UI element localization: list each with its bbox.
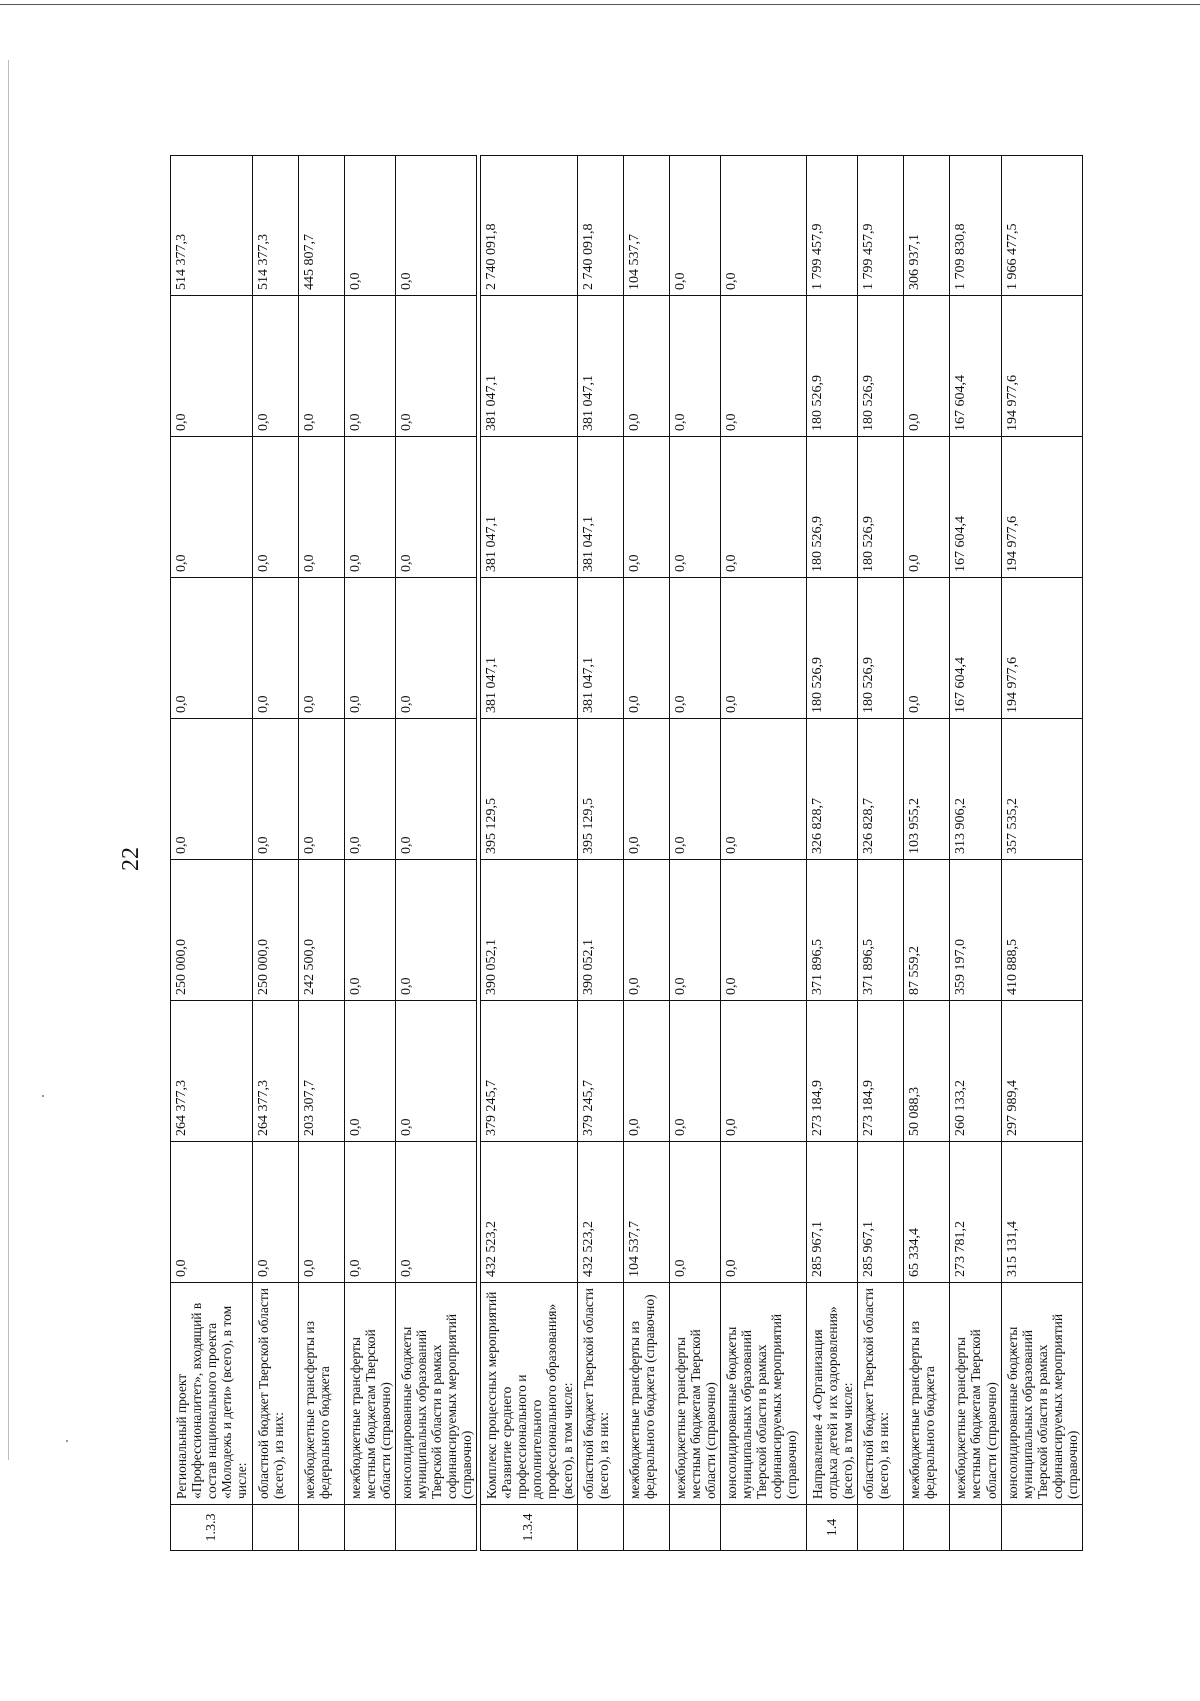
value-cell: 359 197,0 [950,860,1001,1001]
value-cell: 0,0 [171,1142,253,1283]
value-cell: 371 896,5 [858,860,904,1001]
value-cell: 313 906,2 [950,719,1001,860]
value-cell: 194 977,6 [1001,437,1083,578]
row-code [950,1505,1001,1551]
row-code [252,1505,298,1551]
value-cell: 0,0 [623,719,669,860]
value-cell: 273 781,2 [950,1142,1001,1283]
value-cell: 1 709 830,8 [950,156,1001,296]
value-cell: 0,0 [344,296,395,437]
row-code [577,1505,623,1551]
row-code [344,1505,395,1551]
value-cell: 0,0 [720,296,806,437]
value-cell: 242 500,0 [298,860,344,1001]
value-cell: 379 245,7 [481,1001,578,1142]
value-cell: 0,0 [298,719,344,860]
value-cell: 1 799 457,9 [806,156,857,296]
row-name: межбюджетные трансферты местным бюджетам Тверской области (справочно) [950,1283,1001,1505]
value-cell: 0,0 [395,719,477,860]
value-cell: 0,0 [252,437,298,578]
row-name: межбюджетные трансферты местным бюджетам Тверской области (справочно) [344,1283,395,1505]
value-cell: 264 377,3 [252,1001,298,1142]
value-cell: 381 047,1 [577,578,623,719]
value-cell: 0,0 [623,1001,669,1142]
row-name: областной бюджет Тверской области (всего), из них: [577,1283,623,1505]
value-cell: 194 977,6 [1001,296,1083,437]
value-cell: 2 740 091,8 [481,156,578,296]
row-name: консолидированные бюджеты муниципальных образований Тверской области в рамках софинансируемых мероприятий (справочно) [720,1283,806,1505]
row-code: 1.3.4 [481,1505,578,1551]
value-cell: 432 523,2 [577,1142,623,1283]
table-row [858,156,904,1551]
value-cell: 0,0 [171,719,253,860]
table-row [395,156,477,1551]
value-cell: 273 184,9 [858,1001,904,1142]
table-row [669,156,720,1551]
value-cell: 390 052,1 [577,860,623,1001]
value-cell: 0,0 [904,578,950,719]
value-cell: 2 740 091,8 [577,156,623,296]
row-code [298,1505,344,1551]
value-cell: 0,0 [395,860,477,1001]
table-row [298,156,344,1551]
value-cell: 180 526,9 [806,296,857,437]
value-cell: 0,0 [171,437,253,578]
value-cell: 0,0 [623,578,669,719]
value-cell: 326 828,7 [806,719,857,860]
value-cell: 250 000,0 [252,860,298,1001]
value-cell: 0,0 [720,860,806,1001]
value-cell: 0,0 [720,578,806,719]
value-cell: 381 047,1 [577,296,623,437]
value-cell: 0,0 [252,578,298,719]
value-cell: 180 526,9 [858,578,904,719]
value-cell: 514 377,3 [252,156,298,296]
row-code: 1.4 [806,1505,857,1551]
value-cell: 0,0 [344,578,395,719]
value-cell: 381 047,1 [481,437,578,578]
value-cell: 1 966 477,5 [1001,156,1083,296]
value-cell: 167 604,4 [950,296,1001,437]
value-cell: 0,0 [669,1142,720,1283]
value-cell: 273 184,9 [806,1001,857,1142]
table-row [806,156,857,1551]
row-name: межбюджетные трансферты из федерального бюджета [904,1283,950,1505]
value-cell: 203 307,7 [298,1001,344,1142]
value-cell: 194 977,6 [1001,578,1083,719]
value-cell: 0,0 [344,719,395,860]
value-cell: 0,0 [395,437,477,578]
value-cell: 379 245,7 [577,1001,623,1142]
value-cell: 104 537,7 [623,156,669,296]
value-cell: 390 052,1 [481,860,578,1001]
row-name: межбюджетные трансферты из федерального бюджета [298,1283,344,1505]
value-cell: 260 133,2 [950,1001,1001,1142]
value-cell: 0,0 [344,156,395,296]
value-cell: 0,0 [344,437,395,578]
table-row [344,156,395,1551]
value-cell: 180 526,9 [806,437,857,578]
value-cell: 167 604,4 [950,437,1001,578]
value-cell: 285 967,1 [806,1142,857,1283]
value-cell: 0,0 [344,1001,395,1142]
value-cell: 0,0 [171,578,253,719]
value-cell: 0,0 [669,578,720,719]
row-name: Региональный проект «Профессионалитет», входящий в состав национального проекта «Молодежь и дети» (всего), в том числе: [171,1283,253,1505]
value-cell: 0,0 [623,860,669,1001]
value-cell: 0,0 [669,1001,720,1142]
row-code [904,1505,950,1551]
value-cell: 0,0 [344,860,395,1001]
value-cell: 264 377,3 [171,1001,253,1142]
value-cell: 410 888,5 [1001,860,1083,1001]
value-cell: 87 559,2 [904,860,950,1001]
value-cell: 1 799 457,9 [858,156,904,296]
budget-table-top [170,155,477,1551]
row-code [669,1505,720,1551]
row-code: 1.3.3 [171,1505,253,1551]
value-cell: 0,0 [298,578,344,719]
row-name: консолидированные бюджеты муниципальных образований Тверской области в рамках софинансируемых мероприятий (справочно) [395,1283,477,1505]
value-cell: 0,0 [298,437,344,578]
table-row [481,156,578,1551]
value-cell: 306 937,1 [904,156,950,296]
value-cell: 0,0 [252,1142,298,1283]
value-cell: 167 604,4 [950,578,1001,719]
value-cell: 0,0 [395,156,477,296]
value-cell: 0,0 [298,1142,344,1283]
table-row [577,156,623,1551]
value-cell: 0,0 [171,296,253,437]
value-cell: 0,0 [298,296,344,437]
table-row [1001,156,1083,1551]
value-cell: 0,0 [669,296,720,437]
value-cell: 432 523,2 [481,1142,578,1283]
row-code [395,1505,477,1551]
row-name: Комплекс процессных мероприятий «Развитие среднего профессионального и дополнительного профессионального образования» (всего), в том числе: [481,1283,578,1505]
value-cell: 0,0 [904,296,950,437]
value-cell: 357 535,2 [1001,719,1083,860]
value-cell: 0,0 [623,437,669,578]
value-cell: 0,0 [720,156,806,296]
value-cell: 0,0 [395,1001,477,1142]
value-cell: 0,0 [669,437,720,578]
value-cell: 180 526,9 [858,437,904,578]
table-row [950,156,1001,1551]
value-cell: 381 047,1 [577,437,623,578]
value-cell: 0,0 [623,296,669,437]
value-cell: 0,0 [720,1142,806,1283]
value-cell: 0,0 [720,719,806,860]
table-row [252,156,298,1551]
row-code [720,1505,806,1551]
row-name: областной бюджет Тверской области (всего), из них: [858,1283,904,1505]
value-cell: 0,0 [395,1142,477,1283]
table-row [720,156,806,1551]
budget-table-bottom [480,155,1083,1551]
row-name: межбюджетные трансферты местным бюджетам Тверской области (справочно) [669,1283,720,1505]
value-cell: 381 047,1 [481,296,578,437]
page-number: 22 [118,847,144,871]
value-cell: 0,0 [395,578,477,719]
value-cell: 180 526,9 [858,296,904,437]
value-cell: 0,0 [395,296,477,437]
value-cell: 371 896,5 [806,860,857,1001]
row-name: Направление 4 «Организация отдыха детей и их оздоровления» (всего), в том числе: [806,1283,857,1505]
row-name: областной бюджет Тверской области (всего), из них: [252,1283,298,1505]
value-cell: 180 526,9 [806,578,857,719]
row-code [1001,1505,1083,1551]
value-cell: 315 131,4 [1001,1142,1083,1283]
value-cell: 381 047,1 [481,578,578,719]
value-cell: 445 807,7 [298,156,344,296]
row-name: консолидированные бюджеты муниципальных образований Тверской области в рамках софинансируемых мероприятий (справочно) [1001,1283,1083,1505]
value-cell: 0,0 [669,719,720,860]
value-cell: 0,0 [344,1142,395,1283]
value-cell: 297 989,4 [1001,1001,1083,1142]
value-cell: 326 828,7 [858,719,904,860]
value-cell: 103 955,2 [904,719,950,860]
value-cell: 0,0 [720,1001,806,1142]
value-cell: 250 000,0 [171,860,253,1001]
value-cell: 50 088,3 [904,1001,950,1142]
table-row [171,156,253,1551]
value-cell: 285 967,1 [858,1142,904,1283]
value-cell: 395 129,5 [481,719,578,860]
value-cell: 104 537,7 [623,1142,669,1283]
value-cell: 0,0 [252,719,298,860]
row-code [858,1505,904,1551]
table-row [623,156,669,1551]
value-cell: 0,0 [669,156,720,296]
value-cell: 514 377,3 [171,156,253,296]
row-name: межбюджетные трансферты из федерального бюджета (справочно) [623,1283,669,1505]
table-row [904,156,950,1551]
value-cell: 0,0 [669,860,720,1001]
row-code [623,1505,669,1551]
value-cell: 0,0 [252,296,298,437]
value-cell: 0,0 [904,437,950,578]
value-cell: 0,0 [720,437,806,578]
value-cell: 65 334,4 [904,1142,950,1283]
value-cell: 395 129,5 [577,719,623,860]
